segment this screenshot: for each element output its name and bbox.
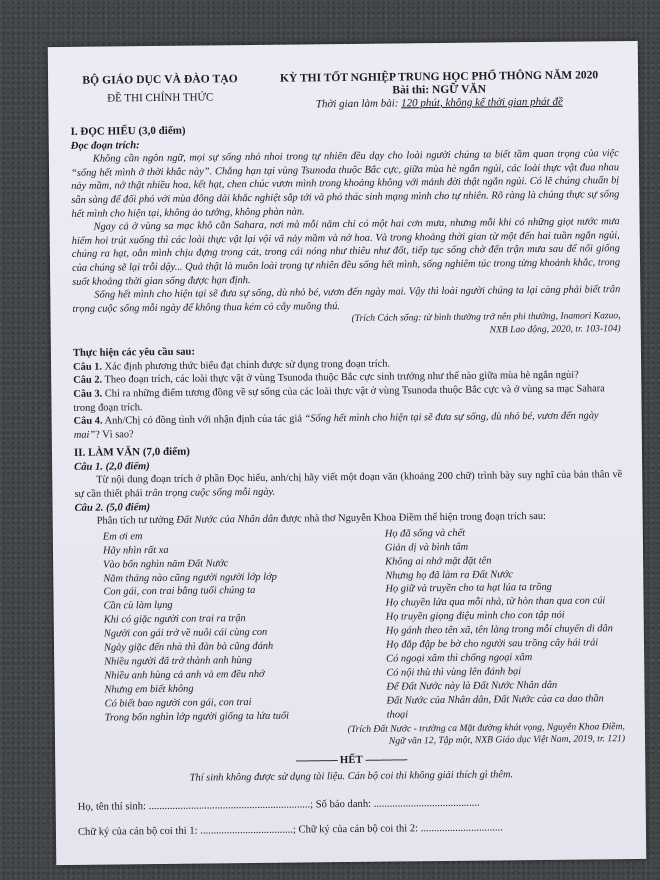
poem-line: Vào bốn nghìn năm Đất Nước <box>103 557 229 571</box>
poem-line: Giản dị và bình tâm <box>384 541 469 554</box>
poem-line: Ngày giặc đến nhà thì đàn bà cũng đánh <box>103 640 274 654</box>
question-tail: ? Vì sao? <box>95 428 134 441</box>
exam-time <box>253 95 625 111</box>
end-dashes-left: ---------------- <box>295 754 338 767</box>
end-text: HẾT <box>337 754 366 767</box>
poem-line: Họ đã sống và chết <box>384 527 466 540</box>
poem-line: Cần cù làm lụng <box>103 600 173 612</box>
task-label: Thực hiện các yêu cầu sau: <box>72 346 196 359</box>
official-label: ĐỀ THI CHÍNH THỨC <box>107 91 214 105</box>
poem-line: Đất Nước của Nhân dân, Đất Nước của ca dao thần thoại <box>386 693 604 721</box>
essay-q2-text-b: Đất Nước của Nhân dân <box>176 513 279 527</box>
question-quote: “Sống hết mình cho hiện tại sẽ đưa sự sống, dù nhỏ bé, vươn đến ngày mai” <box>73 410 599 441</box>
poem-source-line-1: (Trích Đất Nước - trường ca Mặt đường khát vọng, Nguyễn Khoa Điềm, <box>347 720 625 735</box>
ministry-name: BỘ GIÁO DỤC VÀ ĐÀO TẠO <box>82 73 238 87</box>
poem-line: Người con gái trở về nuôi cái cùng con <box>103 627 268 640</box>
end-dashes-right: ---------------- <box>365 753 407 767</box>
poem-line: Có nội thù thì vùng lên đánh bại <box>386 666 522 679</box>
poem-line: Họ đắp đập be bờ cho người sau trồng cây hái trái <box>385 637 599 651</box>
header-left <box>70 73 250 105</box>
poem-line: Nhiều anh hùng cả anh và em đều nhớ <box>104 668 265 682</box>
time-value: 120 phút, không kể thời gian phát đề <box>401 95 563 110</box>
exam-paper <box>48 41 647 865</box>
poem-line: Không ai nhớ mặt đặt tên <box>385 555 492 568</box>
question-text: Theo đoạn trích, các loài thực vật ở vùng Tsunoda thuộc Bắc cực sinh trưởng như thế nào giữa mùa hè ngắn ngủi? <box>102 369 579 386</box>
question-4 <box>74 409 622 442</box>
passage-source-line-2: NXB Lao động, 2020, tr. 103-104) <box>489 322 621 336</box>
exam-note: Thí sinh không được sử dụng tài liệu. Cán bộ coi thi không giải thích gì thêm. <box>189 769 514 784</box>
poem-source <box>77 721 625 752</box>
question-label: Câu 3. <box>73 388 103 400</box>
question-text: Xác định phương thức biểu đạt chính được sử dụng trong đoạn trích. <box>101 358 391 373</box>
poem-source-line-2: Ngữ văn 12, Tập một, NXB Giáo dục Việt Nam, 2019, tr. 121) <box>388 733 626 747</box>
poem-line: Em ơi em <box>102 530 143 543</box>
poem-left-column <box>75 528 351 726</box>
poem-line: Họ truyền giọng điệu mình cho con tập nói <box>385 610 565 623</box>
passage-paragraph-1: Không cần ngôn ngữ, mọi sự sống nhỏ nhoi trong tự nhiên đều dạy cho loài người chúng ta biết tầm quan trọng của việc “sống hết mình ở thời khắc này”. Chẳng hạn tại vùng Tsunoda thuộc Bắc cực, giữa mùa hè ngắn ngủi, các loài thực vật đua nhau nảy mầm, nở thật nhiều hoa, kết hạt, chen chúc vươn mình trong khoảng không với mảnh đời thật ngắn ngủi. Có lẽ chúng chuẩn bị sẵn sàng để đối phó với mùa đông dài khắc nghiệt sắp tới và phó thác sinh mạng mình cho tự nhiên. Rõ ràng là chúng thực sự sống hết mình cho hiện tại, không ảo tưởng, không phàn nàn. <box>70 148 620 220</box>
poem-line: Họ giữ và truyền cho ta hạt lúa ta trồng <box>385 582 552 596</box>
question-label: Câu 4. <box>73 415 103 427</box>
question-text: Chỉ ra những điểm tương đồng về sự sống của các loài thực vật ở vùng Tsunoda thuộc Bắc cực và ở vùng sa mạc Sahara trong đoạn trích. <box>73 383 605 414</box>
essay-q2-text-c: được nhà thơ Nguyễn Khoa Điềm thể hiện trong đoạn trích sau: <box>278 511 546 525</box>
poem-line: Có ngoại xâm thì chống ngoại xâm <box>386 652 533 665</box>
candidate-fields <box>78 795 626 840</box>
question-text: Anh/Chị có đồng tình với nhận định của tác giả <box>102 413 305 427</box>
candidate-name-label: Họ, tên thí sinh: .............................................................; Số báo danh: ........................................ <box>77 797 480 813</box>
invigilator-row <box>78 820 626 839</box>
essay-q2-text-a: Phân tích tư tưởng <box>96 515 177 527</box>
passage-paragraph-3: Sống hết mình cho hiện tại sẽ đưa sự sống, dù nhỏ bé, vươn đến ngày mai. Vậy thì loài người chúng ta lại càng phải biết trân trọng cuộc sống mỗi ngày để không thua kém cỏ cây muông thú. <box>72 284 621 315</box>
poem-line: Để Đất Nước này là Đất Nước Nhân dân <box>386 679 558 693</box>
poem-line: Họ chuyền lửa qua mỗi nhà, từ hòn than qua con cúi <box>385 595 606 609</box>
part2-title: II. LÀM VĂN (7,0 điểm) <box>73 445 190 460</box>
invigilator-signature-label: Chữ ký của cán bộ coi thi 1: ...................................; Chữ ký của cán bộ coi thi 2: ............................... <box>77 822 503 838</box>
poem-line: Nhiều người đã trở thành anh hùng <box>104 655 253 668</box>
poem-right-column <box>349 525 625 723</box>
question-label: Câu 1. <box>73 361 103 373</box>
poem-excerpt <box>75 525 625 725</box>
passage-paragraph-2: Ngay cả ở vùng sa mạc khô cằn Sahara, nơi mà mỗi năm chỉ có một hai cơn mưa, nhưng mỗi khi có những giọt nước mưa hiếm hoi trút xuống thì các loài thực vật lại vội vã nảy mầm và nở hoa. Và trong khoảng thời gian từ một đến hai tuần ngắn ngủi, chúng ra hạt, oằn mình chịu đựng trong cát, trong cái nóng như thiêu như đốt, tiếp tục sống chờ đến trận mưa sau để nối giống của chúng sẽ lại trỗi dậy... Quả thật là muôn loài trong tự nhiên đều sống hết mình, sống nghiêm túc trong từng khoảnh khắc, trong suốt khoảng thời gian sống được hạn định. <box>71 216 621 288</box>
time-prefix: Thời gian làm bài: <box>315 97 402 111</box>
essay-q2-label: Câu 2. (5,0 điểm) <box>74 501 151 514</box>
poem-line: Hãy nhìn rất xa <box>102 544 169 557</box>
essay-q1-text-b: trân trọng cuộc sống mỗi ngày. <box>145 486 276 500</box>
poem-line: Khi có giặc người con trai ra trận <box>103 613 246 626</box>
poem-line: Có biết bao người con gái, con trai <box>104 696 252 710</box>
essay-q1-label: Câu 1. (2,0 điểm) <box>74 460 150 473</box>
part1-title: I. ĐỌC HIỂU (3,0 điểm) <box>70 124 186 138</box>
poem-line: Nhưng em biết không <box>104 683 194 696</box>
exam-content <box>71 117 627 851</box>
poem-line: Họ gánh theo tên xã, tên làng trong mỗi chuyến di dân <box>385 623 613 637</box>
candidate-name-row <box>78 795 626 814</box>
exam-title: KỲ THI TỐT NGHIỆP TRUNG HỌC PHỔ THÔNG NĂM 2020 <box>279 69 599 85</box>
poem-line: Con gái, con trai bằng tuổi chúng ta <box>103 585 256 599</box>
poem-line: Năm tháng nào cũng người người lớp lớp <box>103 571 277 585</box>
header-right <box>253 69 625 111</box>
poem-line: Nhưng họ đã làm ra Đất Nước <box>385 568 514 582</box>
question-label: Câu 2. <box>73 374 103 387</box>
essay-q1-text-a: Từ nội dung đoạn trích ở phần Đọc hiểu, anh/chị hãy viết một đoạn văn (khoảng 200 chữ) trình bày suy nghĩ của bản thân về sự cần thiết phải <box>74 469 623 500</box>
exam-subject: Bài thi: NGỮ VĂN <box>392 83 487 97</box>
passage-label: Đọc đoạn trích: <box>70 139 140 152</box>
passage-source-line-1: (Trích Cách sống: từ bình thường trở nên phi thường, Inamori Kazuo, <box>351 310 621 325</box>
poem-line: Trong bốn nghìn lớp người giống ta lứa tuổi <box>104 710 290 724</box>
